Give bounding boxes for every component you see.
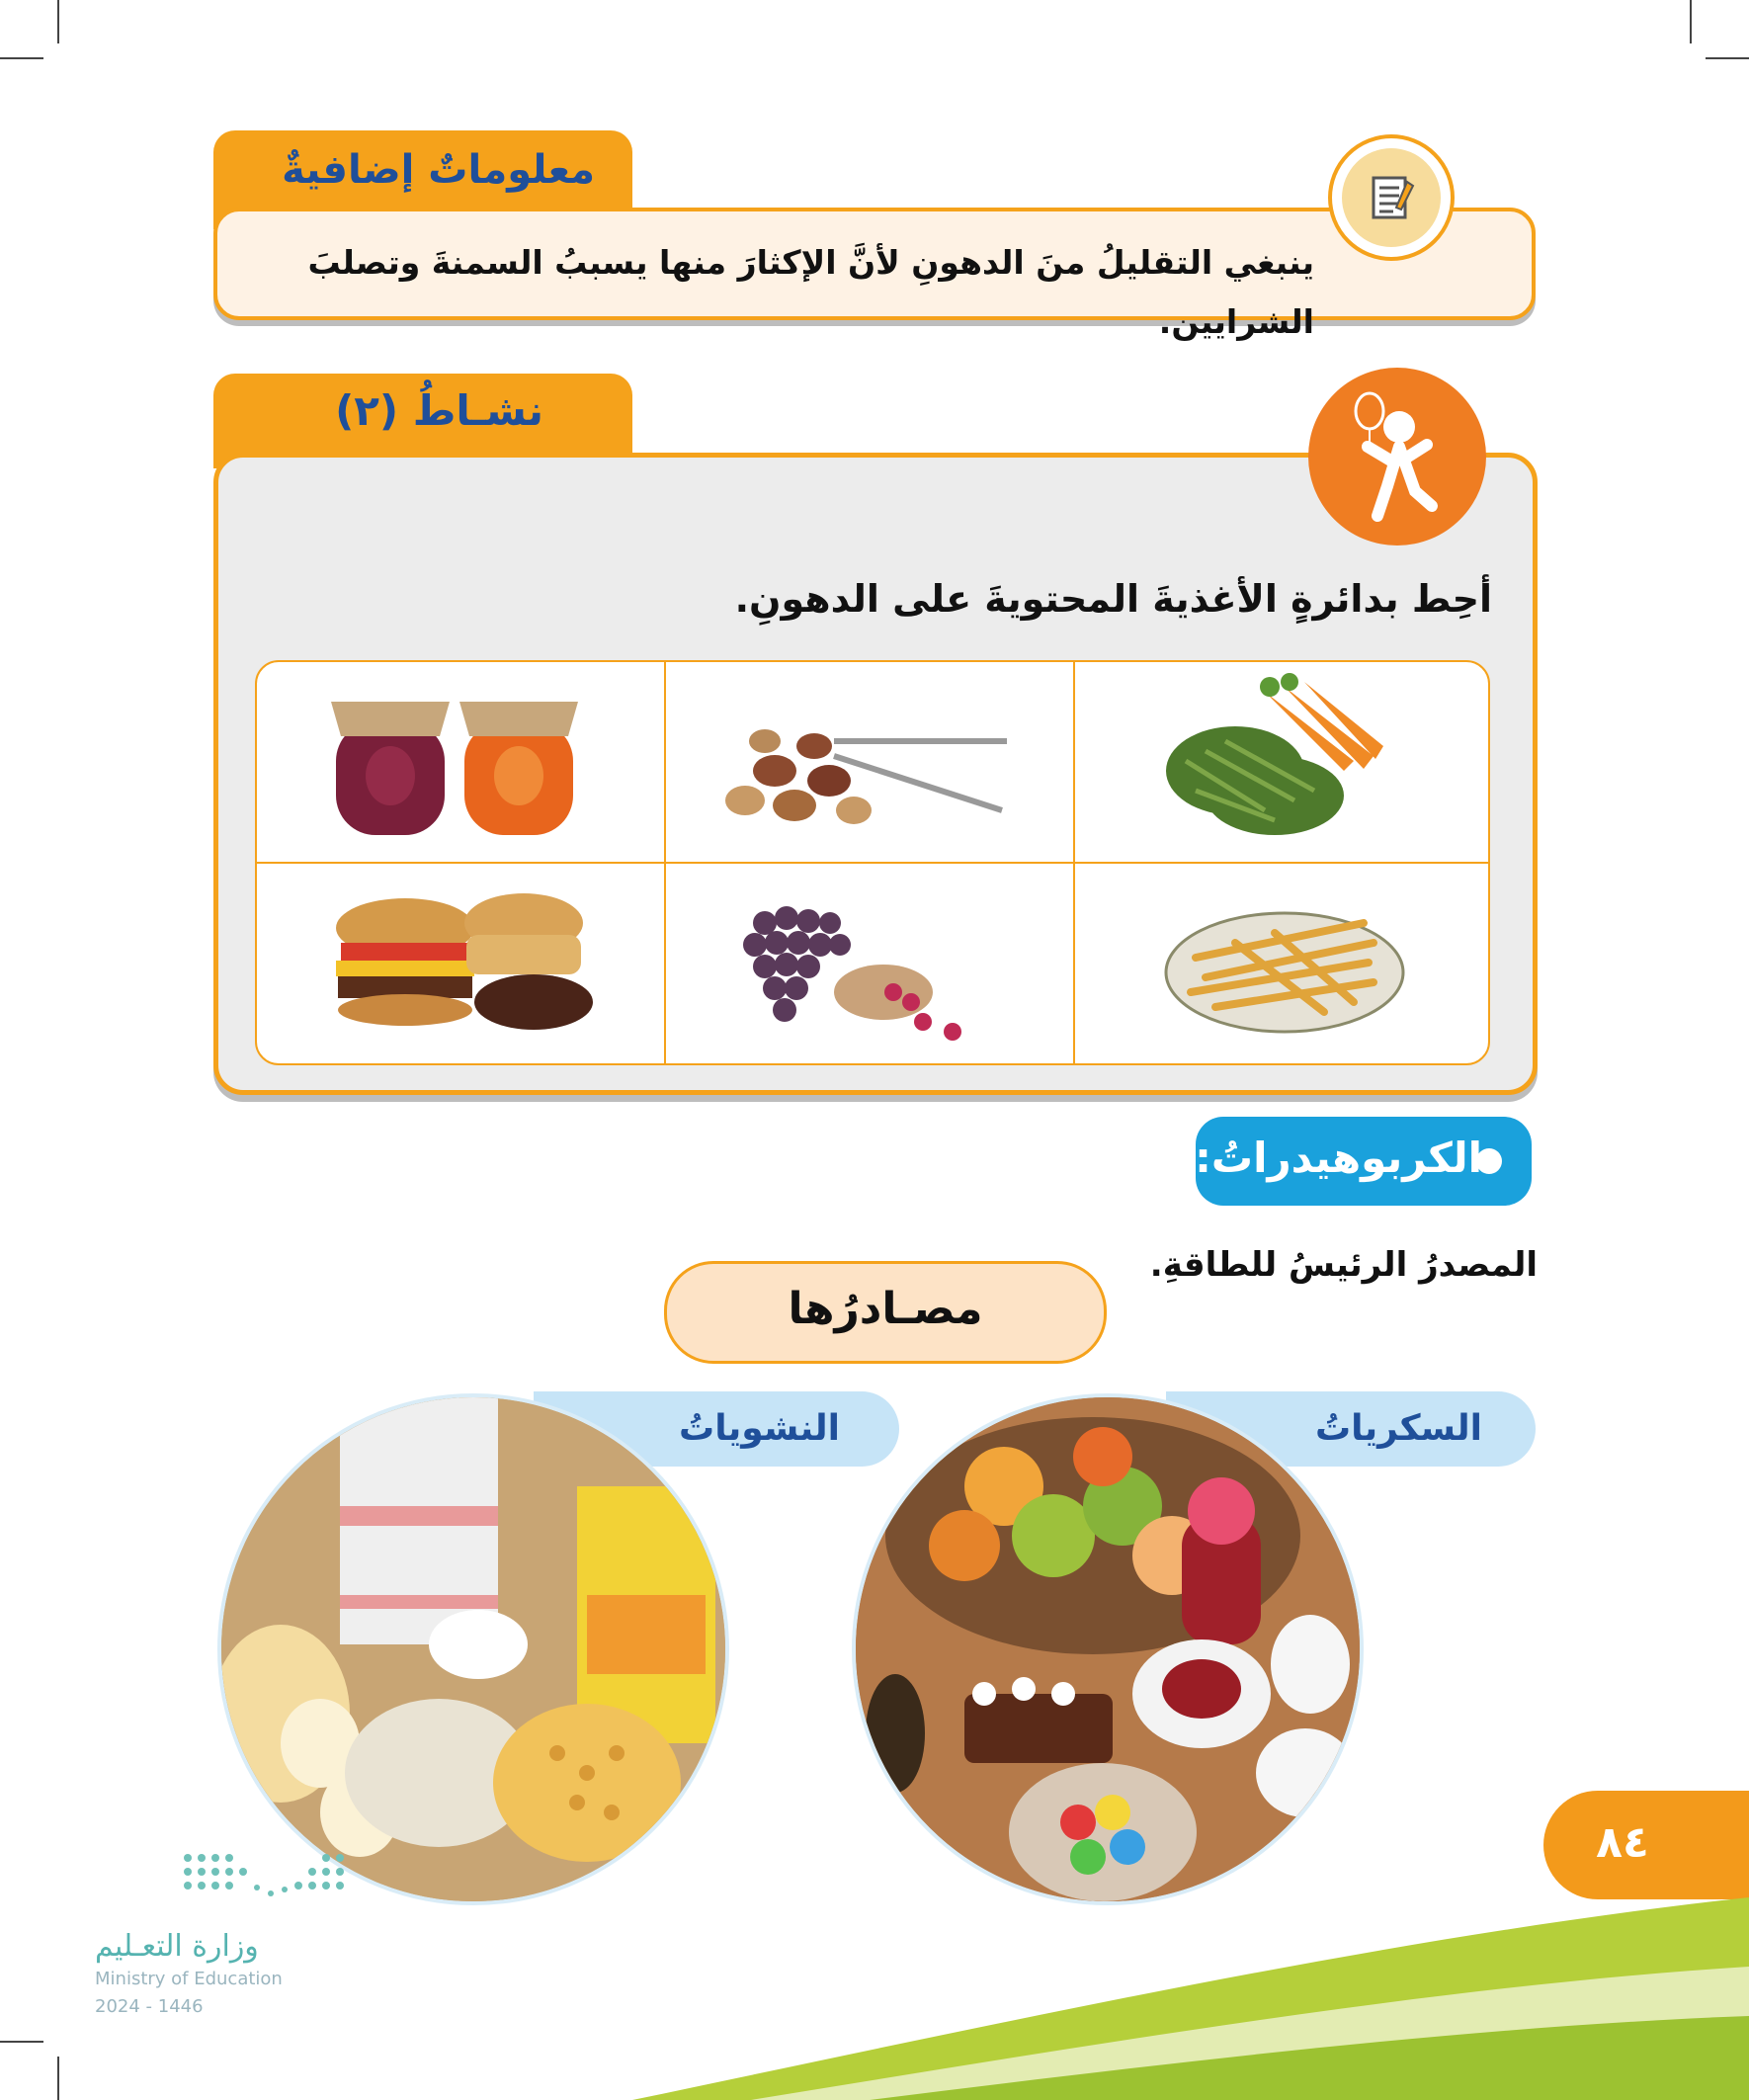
activity-title: نشـاطُ (٢) <box>335 386 543 435</box>
carbohydrates-heading: الكربوهيدراتُ: <box>1195 1134 1482 1182</box>
carbohydrates-definition: المصدرُ الرئيسُ للطاقةِ. <box>1149 1245 1538 1285</box>
activity-question: أحِط بدائرةٍ الأغذيةَ المحتويةَ على الدهونِ. <box>734 577 1492 621</box>
food-burgers[interactable] <box>257 864 666 1063</box>
food-grid <box>255 660 1490 1065</box>
food-jam-jars[interactable] <box>257 662 666 862</box>
starches-label: النشوياتُ <box>679 1408 840 1449</box>
ministry-name-arabic: وزارة التعـليم <box>95 1929 259 1964</box>
food-french-fries[interactable] <box>1077 864 1486 1063</box>
crop-mark <box>1690 0 1692 43</box>
sugars-photo <box>852 1393 1364 1905</box>
starches-photo <box>217 1393 729 1905</box>
ministry-name-english: Ministry of Education <box>95 1969 283 1989</box>
food-vegetables[interactable] <box>1077 662 1486 862</box>
ministry-year: 2024 - 1446 <box>95 1996 204 2017</box>
crop-mark <box>1706 57 1749 59</box>
sugars-label: السكرياتُ <box>1314 1408 1482 1449</box>
notes-icon <box>1342 148 1441 247</box>
ministry-logo-icon <box>178 1848 356 1917</box>
food-nuts[interactable] <box>666 662 1075 862</box>
crop-mark <box>0 57 43 59</box>
extra-info-title: معلوماتٌ إضافيةٌ <box>282 147 595 193</box>
crop-mark <box>57 0 59 43</box>
page-number: ٨٤ <box>1596 1817 1649 1868</box>
sources-label: مصـادرُها <box>788 1284 983 1334</box>
food-grapes[interactable] <box>666 864 1075 1063</box>
activity-child-icon <box>1308 368 1486 546</box>
extra-info-text: ينبغي التقليلُ منَ الدهونِ لأنَّ الإكثارَ منها يسببُ السمنةَ وتصلبَ الشرايين. <box>307 243 1314 341</box>
